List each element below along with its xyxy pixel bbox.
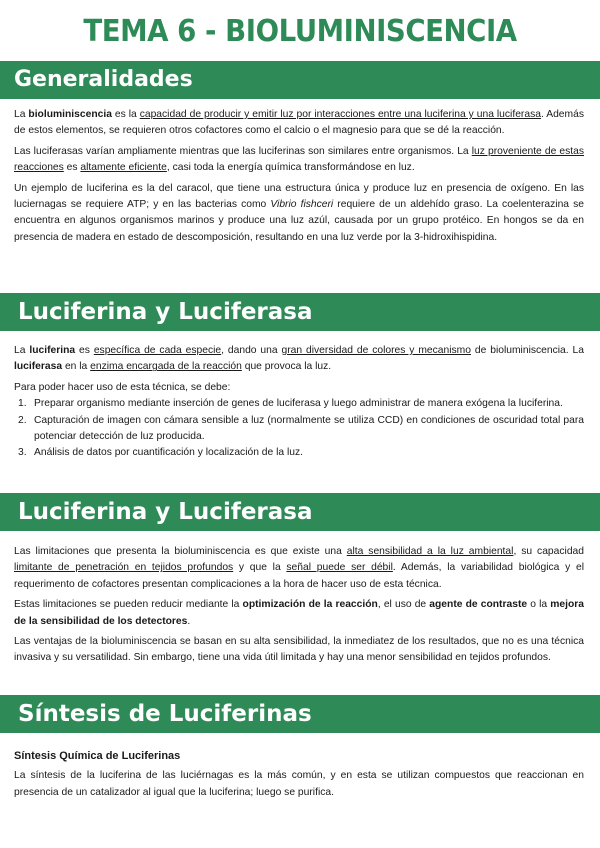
section-body-luciferina-1 (14, 343, 584, 462)
section-body-generalidades (14, 107, 584, 250)
paragraph: Para poder hacer uso de esta técnica, se debe: (14, 381, 231, 393)
paragraph: Las limitaciones que presenta la bioluminiscencia es que existe una alta sensibilidad a la luz ambiental, su capacidad limitante de penetración en tejidos profundos y que la señal puede ser débil. Además, la variabilidad biológica y el requerimento de cofactores presentan complicaciones a la hora de hacer uso de esta técnica. (14, 546, 585, 590)
steps-list (14, 396, 584, 462)
section-heading-luciferina-1: Luciferina y Luciferasa (0, 293, 600, 331)
paragraph: Estas limitaciones se pueden reducir mediante la optimización de la reacción, el uso de agente de contraste o la mejora de la sensibilidad de los detectores. (14, 599, 585, 627)
paragraph: Las ventajas de la bioluminiscencia se basan en su alta sensibilidad, la inmediatez de los resultados, que no es una técnica invasiva y su versatilidad. Sin embargo, tiene una vida útil limitada y hay una menor sensibilidad en tejidos profundos. (14, 636, 584, 664)
list-item: 3. Análisis de datos por cuantificación y localización de la luz. (18, 447, 304, 459)
section-heading-generalidades: Generalidades (0, 61, 600, 99)
section-body-luciferina-2 (14, 544, 584, 671)
subheading: Síntesis Química de Luciferinas (14, 750, 181, 762)
section-body-sintesis (14, 748, 584, 805)
paragraph: La luciferina es específica de cada especie, dando una gran diversidad de colores y mecanismo de bioluminiscencia. La luciferasa en la enzima encargada de la reacción que provoca la luz. (14, 345, 584, 373)
list-item: 2. Capturación de imagen con cámara sensible a luz (normalmente se utiliza CCD) en condiciones de oscuridad total para potenciar detección de luz producida. (18, 414, 584, 443)
paragraph: Las luciferasas varían ampliamente mientras que las luciferinas son similares entre organismos. La luz proveniente de estas reacciones es altamente eficiente, casi toda la energía química transformándose en luz. (14, 145, 584, 174)
paragraph: La bioluminiscencia es la capacidad de producir y emitir luz por interacciones entre una luciferina y una luciferasa. Además de estos elementos, se requieren otros cofactores como el calcio o el magnesio para que se dé la reacción. (14, 109, 584, 137)
page-title: TEMA 6 - BIOLUMINISCENCIA (83, 14, 517, 49)
paragraph: Un ejemplo de luciferina es la del caracol, que tiene una estructura única y produce luz en presencia de oxígeno. En las luciernagas se requiere ATP; y en las bacterias como Vibrio fishceri requiere de un aldehído graso. La coelenterazina se encuentra en algunos organismos marinos y produce una luz azúl, causada por un grupo protéico. En hongos se da en presencia de madera en estado de descomposición, resultando en una luz verde por la 3-hidroxihispidina. (14, 182, 584, 243)
section-heading-sintesis: Síntesis de Luciferinas (0, 695, 600, 733)
section-heading-luciferina-2: Luciferina y Luciferasa (0, 493, 600, 531)
paragraph: La síntesis de la luciferina de las luciérnagas es la más común, y en esta se utilizan compuestos que reaccionan en presencia de un catalizador al igual que la luciferina; luego se purifica. (14, 770, 584, 798)
list-item: 1. Preparar organismo mediante inserción de genes de luciferasa y luego administrar de manera exógena la luciferina. (18, 398, 563, 410)
